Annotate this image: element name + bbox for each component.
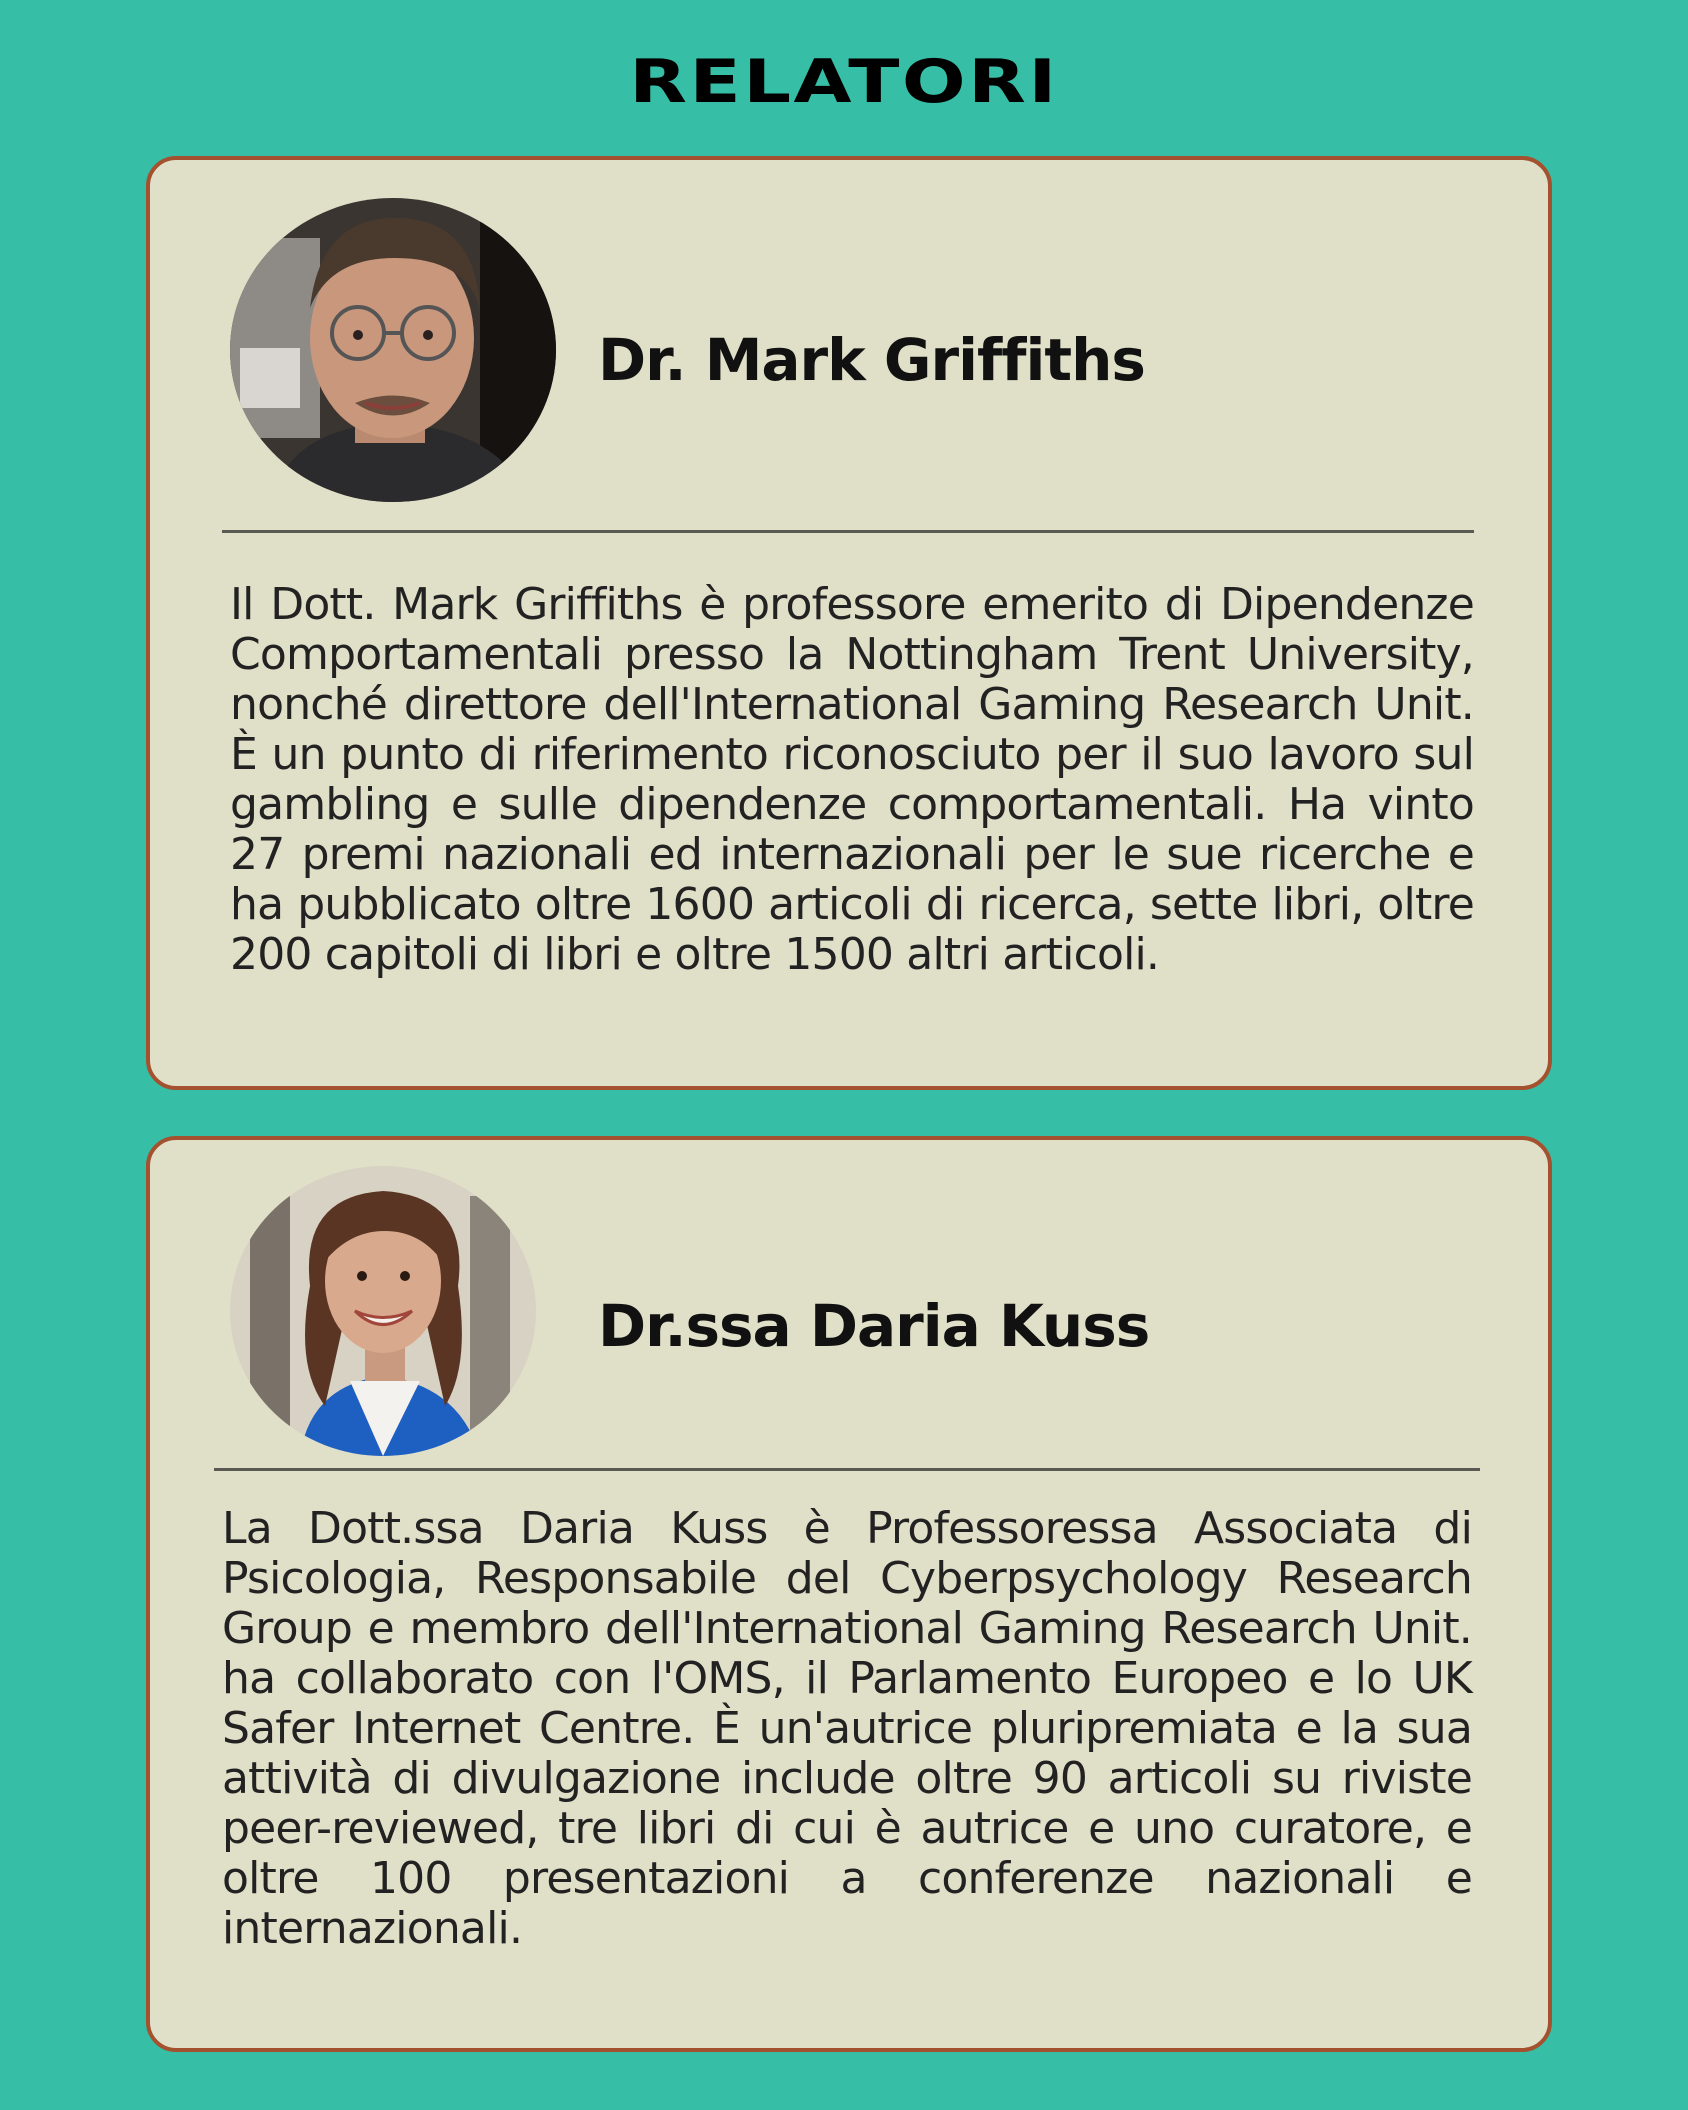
speaker-photo-griffiths [230, 198, 556, 502]
speaker-card-griffiths [146, 156, 1552, 1090]
speaker-card-kuss [146, 1136, 1552, 2052]
speaker-photo-kuss [230, 1166, 536, 1456]
divider [222, 530, 1474, 533]
divider [214, 1468, 1480, 1471]
portrait-man-glasses-icon [230, 198, 556, 502]
speaker-bio: Il Dott. Mark Griffiths è professore emerito di Dipendenze Comportamentali presso la Nottingham Trent University, nonché direttore dell'International Gaming Research Unit. È un punto di riferimento riconosciuto per il suo lavoro sul gambling e sulle dipendenze comportamentali. Ha vinto 27 premi nazionali ed internazionali per le sue ricerche e ha pubblicato oltre 1600 articoli di ricerca, sette libri, oltre 200 capitoli di libri e oltre 1500 altri articoli. [230, 579, 1474, 980]
page-title: RELATORI [629, 47, 1059, 117]
speaker-name: Dr. Mark Griffiths [598, 326, 1145, 394]
speaker-name: Dr.ssa Daria Kuss [598, 1292, 1150, 1360]
speaker-bio: La Dott.ssa Daria Kuss è Professoressa Associata di Psicologia, Responsabile del Cyberpsychology Research Group e membro dell'International Gaming Research Unit. ha collaborato con l'OMS, il Parlamento Europeo e lo UK Safer Internet Centre. È un'autrice pluripremiata e la sua attività di divulgazione include oltre 90 articoli su riviste peer-reviewed, tre libri di cui è autrice e uno curatore, e oltre 100 presentazioni a conferenze nazionali e internazionali. [222, 1503, 1472, 1954]
portrait-woman-smiling-icon [230, 1166, 536, 1456]
